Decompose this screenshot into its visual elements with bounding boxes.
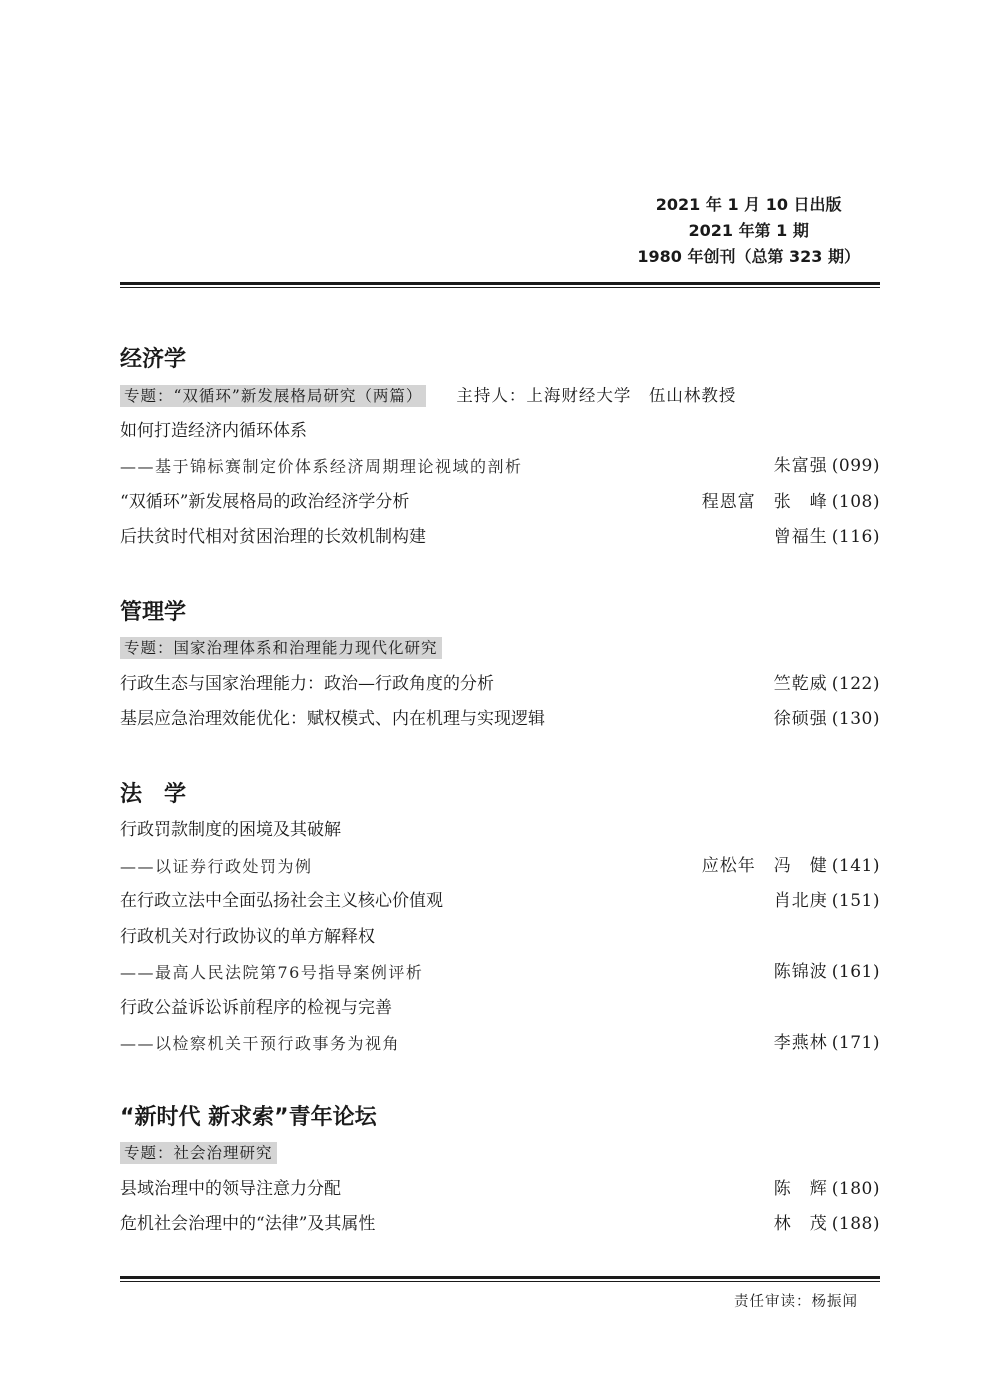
article-row[interactable] <box>120 1172 880 1208</box>
article-row[interactable] <box>120 1207 880 1243</box>
topic-row <box>120 378 880 414</box>
article-row[interactable] <box>120 520 880 556</box>
article-page: (141) <box>831 855 880 876</box>
article-author: 张 峰 <box>773 491 828 512</box>
article-author: 曾福生 <box>773 527 828 547</box>
host-info: 主持人：上海财经大学 伍山林教授 <box>456 386 737 405</box>
article-coauthor: 应松年 <box>701 855 756 876</box>
founded-info: 1980 年创刊（总第 323 期） <box>637 247 860 266</box>
article-title-row[interactable] <box>120 813 880 849</box>
article-row[interactable] <box>120 884 880 920</box>
article-page: (099) <box>831 456 880 476</box>
article-page: (130) <box>831 709 880 729</box>
section-economics <box>120 342 880 556</box>
article-author: 李燕林 <box>773 1033 828 1053</box>
article-title[interactable]: 行政公益诉讼诉前程序的检视与完善 <box>120 997 392 1018</box>
article-subtitle-row <box>120 449 880 485</box>
topic-row <box>120 1136 880 1172</box>
article-author: 竺乾威 <box>773 673 828 694</box>
section-title: “新时代 新求索”青年论坛 <box>120 1105 377 1130</box>
article-page: (180) <box>831 1178 880 1199</box>
article-subtitle-row <box>120 849 880 885</box>
topic-badge: 专题：国家治理体系和治理能力现代化研究 <box>120 637 442 659</box>
article-title[interactable]: 后扶贫时代相对贫困治理的长效机制构建 <box>120 527 426 547</box>
article-page: (122) <box>831 673 880 694</box>
top-divider <box>120 282 880 288</box>
article-author: 徐硕强 <box>773 709 828 729</box>
article-author: 林 茂 <box>773 1214 828 1234</box>
article-title[interactable]: 如何打造经济内循环体系 <box>120 420 307 441</box>
article-page: (171) <box>831 1033 880 1053</box>
article-title[interactable]: 在行政立法中全面弘扬社会主义核心价值观 <box>120 891 443 911</box>
article-title-row[interactable] <box>120 991 880 1027</box>
article-title[interactable]: 县域治理中的领导注意力分配 <box>120 1178 341 1199</box>
topic-badge: 专题：“双循环”新发展格局研究（两篇） <box>120 385 426 407</box>
article-author: 肖北庚 <box>773 891 828 911</box>
article-coauthor: 程恩富 <box>701 491 756 512</box>
section-law <box>120 777 880 1062</box>
publication-info <box>637 192 860 270</box>
article-subtitle: ——基于锦标赛制定价体系经济周期理论视域的剖析 <box>120 457 523 476</box>
article-page: (116) <box>831 527 880 547</box>
section-title: 管理学 <box>120 600 187 625</box>
article-page: (188) <box>831 1214 880 1234</box>
article-page: (161) <box>831 962 880 982</box>
article-page: (151) <box>831 891 880 911</box>
article-subtitle: ——以证券行政处罚为例 <box>120 856 313 876</box>
article-subtitle: ——以检察机关干预行政事务为视角 <box>120 1034 401 1053</box>
bottom-divider <box>120 1276 880 1282</box>
article-page: (108) <box>831 491 880 512</box>
article-title[interactable]: 基层应急治理效能优化：赋权模式、内在机理与实现逻辑 <box>120 709 545 729</box>
article-title[interactable]: 行政生态与国家治理能力：政治—行政角度的分析 <box>120 673 494 694</box>
article-author: 冯 健 <box>773 855 828 876</box>
section-management <box>120 595 880 738</box>
article-subtitle: ——最高人民法院第76号指导案例评析 <box>120 963 424 982</box>
article-author: 陈锦波 <box>773 962 828 982</box>
article-author: 朱富强 <box>773 456 828 476</box>
topic-badge: 专题：社会治理研究 <box>120 1142 277 1164</box>
section-title: 经济学 <box>120 347 187 372</box>
article-title-row[interactable] <box>120 414 880 450</box>
article-title[interactable]: “双循环”新发展格局的政治经济学分析 <box>120 491 410 512</box>
section-youth-forum <box>120 1100 880 1243</box>
article-title[interactable]: 危机社会治理中的“法律”及其属性 <box>120 1214 376 1234</box>
contents-page <box>120 0 880 1400</box>
article-subtitle-row <box>120 1026 880 1062</box>
article-author: 陈 辉 <box>773 1178 828 1199</box>
article-title-row[interactable] <box>120 920 880 956</box>
article-subtitle-row <box>120 955 880 991</box>
article-row[interactable] <box>120 667 880 703</box>
article-row[interactable] <box>120 485 880 521</box>
editor-credit: 责任审读：杨振闻 <box>734 1294 858 1310</box>
article-title[interactable]: 行政机关对行政协议的单方解释权 <box>120 926 375 947</box>
article-row[interactable] <box>120 702 880 738</box>
section-title: 法 学 <box>120 782 187 807</box>
publication-date: 2021 年 1 月 10 日出版 <box>655 195 842 214</box>
issue-number: 2021 年第 1 期 <box>688 221 809 240</box>
article-title[interactable]: 行政罚款制度的困境及其破解 <box>120 820 341 840</box>
topic-row <box>120 631 880 667</box>
